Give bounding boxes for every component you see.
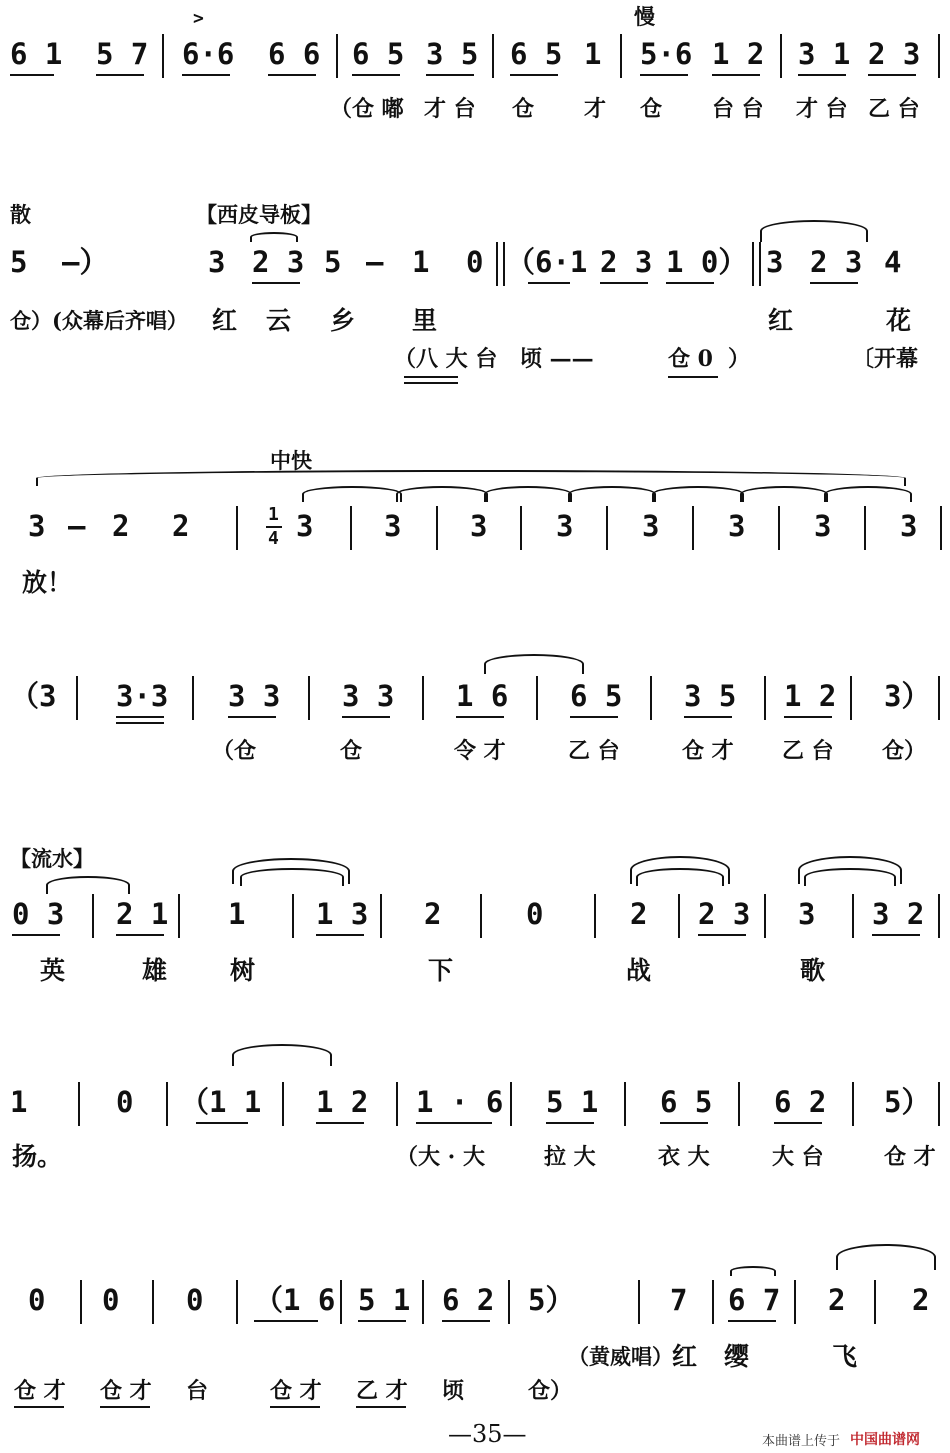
score-line-6 [0, 1040, 950, 1180]
note-group: 5 1 [358, 1283, 411, 1317]
underline [116, 934, 164, 936]
bar-line [282, 1082, 284, 1126]
bar-line [396, 1082, 398, 1126]
bar-line [178, 894, 180, 938]
bar-line [292, 894, 294, 938]
underline [404, 376, 458, 378]
singer-cue: （黄威唱） [568, 1344, 673, 1369]
bar-line [92, 894, 94, 938]
note-group: 3 [208, 245, 226, 279]
underline [182, 74, 230, 76]
note-group: 1 3 [316, 897, 369, 931]
slur [636, 868, 724, 886]
time-signature-top: 1 [268, 504, 279, 525]
lyric-char: 歌 [800, 956, 826, 985]
lyric-char: 缨 [724, 1342, 750, 1371]
note-group: 3 5 [684, 679, 737, 713]
percussion-syllable: （仓 嘟 [330, 96, 404, 122]
underline [254, 1320, 318, 1322]
underline [666, 282, 714, 284]
bar-line [606, 506, 608, 550]
slur [804, 868, 896, 886]
percussion-syllable: 仓 [640, 96, 663, 122]
note-group: 5·6 [640, 37, 693, 71]
note-group: 3 [556, 509, 574, 543]
note-group: 3·3 [116, 679, 169, 713]
percussion-syllable: 仓 才 [14, 1378, 66, 1404]
bar-line [492, 34, 494, 78]
bar-line [940, 506, 942, 550]
underline [426, 74, 474, 76]
slur [836, 1244, 936, 1270]
percussion-syllable: 顷 —— [520, 346, 594, 372]
slur [760, 220, 868, 242]
underline [342, 716, 390, 718]
note-group: 6 2 [442, 1283, 495, 1317]
bar-line [712, 1280, 714, 1324]
site-logo: 中国曲谱网 [850, 1432, 920, 1448]
note-group: 7 [670, 1283, 688, 1317]
bar-line [938, 894, 940, 938]
note-group: 5 [324, 245, 342, 279]
slur [36, 470, 906, 486]
underline [316, 1122, 364, 1124]
percussion-syllable: 大 台 [772, 1144, 824, 1170]
bar-line [80, 1280, 82, 1324]
note-group: 1 2 [316, 1085, 369, 1119]
note-group: 2 3 [698, 897, 751, 931]
underline [784, 716, 832, 718]
percussion-syllable: 乙 台 [782, 738, 834, 764]
bar-line [780, 34, 782, 78]
note-group: 3 [470, 509, 488, 543]
percussion-syllable: （仓 [212, 738, 257, 764]
slur [396, 486, 488, 502]
percussion-syllable: 拉 大 [544, 1144, 596, 1170]
note-group: 3 [28, 509, 46, 543]
bar-line [536, 676, 538, 720]
underline [570, 716, 618, 718]
underline [196, 1122, 248, 1124]
lyric-char: 飞 [832, 1342, 858, 1371]
bar-line [78, 1082, 80, 1126]
score-line-4 [0, 650, 950, 780]
underline [442, 1320, 490, 1322]
percussion-syllable: 衣 大 [658, 1144, 710, 1170]
note-group: 5） [884, 1085, 931, 1119]
bar-line [874, 1280, 876, 1324]
note-group: （1 1 [180, 1085, 262, 1119]
lyric-char: 乡 [330, 306, 356, 335]
underline [268, 74, 316, 76]
page-number: —35— [448, 1420, 527, 1448]
note-group: 0 3 [12, 897, 65, 931]
percussion-syllable: 仓 [512, 96, 535, 122]
score-line-1 [0, 0, 950, 140]
note-group: 0 [116, 1085, 134, 1119]
note-group: （1 6 [254, 1283, 336, 1317]
note-group: 1 · 6 [416, 1085, 504, 1119]
bar-line [380, 894, 382, 938]
note-group: 3） [884, 679, 931, 713]
underline [416, 1122, 492, 1124]
bar-line [938, 676, 940, 720]
percussion-syllable: 顷 [442, 1378, 465, 1404]
bar-line [192, 676, 194, 720]
underline [712, 74, 760, 76]
note-group: 2 1 [116, 897, 169, 931]
note-group: 3 5 [426, 37, 479, 71]
bar-line [340, 1280, 342, 1324]
lyric-char: 战 [626, 956, 652, 985]
lyric-char: 放！ [22, 568, 73, 597]
bar-line [308, 676, 310, 720]
note-group: 6·6 [182, 37, 235, 71]
note-group: 3 [766, 245, 784, 279]
underline [10, 74, 54, 76]
underline [12, 934, 60, 936]
bar-line [852, 894, 854, 938]
bar-line [850, 676, 852, 720]
note-group: 3 [384, 509, 402, 543]
underline [810, 282, 858, 284]
underline [270, 1406, 320, 1408]
underline [352, 74, 400, 76]
underline [698, 934, 746, 936]
bar-line [638, 1280, 640, 1324]
note-group: 6 5 [660, 1085, 713, 1119]
time-signature-bottom: 4 [268, 528, 279, 549]
note-group: — [366, 245, 384, 279]
bar-line [764, 894, 766, 938]
bar-line [520, 506, 522, 550]
note-group: 3 3 [342, 679, 395, 713]
percussion-syllable: 仓） [882, 738, 927, 764]
bar-line [764, 676, 766, 720]
underline [684, 716, 732, 718]
bar-line [738, 1082, 740, 1126]
note-group: 2 [112, 509, 130, 543]
note-group: 1 0） [666, 245, 748, 279]
underline [316, 934, 364, 936]
note-group: 6 5 [352, 37, 405, 71]
slur [302, 486, 402, 502]
bar-line [422, 676, 424, 720]
underline [798, 74, 846, 76]
bar-line [852, 1082, 854, 1126]
percussion-syllable: 乙 台 [868, 96, 920, 122]
singer-cue: 仓）(众幕后齐唱） [10, 308, 188, 333]
note-group: 0 [102, 1283, 120, 1317]
slur [652, 486, 744, 502]
lyric-char: 红 [768, 306, 794, 335]
stage-direction: 〔开幕 [852, 346, 919, 372]
underline [510, 74, 558, 76]
note-group: 6 7 [728, 1283, 781, 1317]
bar-line [692, 506, 694, 550]
note-group: 6 1 [10, 37, 63, 71]
note-group: 5 [10, 245, 28, 279]
underline [728, 1320, 776, 1322]
bar-line [336, 34, 338, 78]
percussion-syllable: 仓 才 [682, 738, 734, 764]
bar-line [480, 894, 482, 938]
note-group: 1 [412, 245, 430, 279]
note-group: 0 [526, 897, 544, 931]
note-group: 2 [424, 897, 442, 931]
underline [868, 74, 916, 76]
lyric-char: 下 [428, 956, 454, 985]
percussion-syllable: 仓 [340, 738, 363, 764]
note-group: 2 [912, 1283, 930, 1317]
underline [640, 74, 688, 76]
underline [668, 376, 718, 378]
note-group: 6 6 [268, 37, 321, 71]
bar-line [794, 1280, 796, 1324]
note-group: 3 [798, 897, 816, 931]
bar-line [436, 506, 438, 550]
section-label: 【流水】 [10, 846, 94, 871]
underline [100, 1406, 150, 1408]
bar-line [508, 1280, 510, 1324]
note-group: 5 1 [546, 1085, 599, 1119]
percussion-syllable: 才 [584, 96, 607, 122]
bar-line [620, 34, 622, 78]
lyric-char: 云 [266, 306, 292, 335]
percussion-syllable: ） [728, 346, 751, 372]
percussion-syllable: 才 台 [796, 96, 848, 122]
percussion-syllable: 才 台 [424, 96, 476, 122]
note-group: （3 [10, 679, 57, 713]
lyric-char: 树 [230, 956, 256, 985]
lyric-char: 雄 [142, 956, 168, 985]
bar-line [76, 676, 78, 720]
bar-line [162, 34, 164, 78]
note-group: 3 3 [228, 679, 281, 713]
note-group: 3 [296, 509, 314, 543]
bar-line [350, 506, 352, 550]
percussion-syllable: （大 · 大 [396, 1144, 485, 1170]
slur [740, 486, 828, 502]
note-group: 2 [828, 1283, 846, 1317]
underline [456, 716, 504, 718]
slur [46, 876, 130, 894]
note-group: 3 [728, 509, 746, 543]
underline [600, 282, 648, 284]
score-line-2 [0, 190, 950, 400]
bar-line [496, 242, 505, 286]
note-group: 6 5 [510, 37, 563, 71]
note-group: 1 2 [712, 37, 765, 71]
slur [232, 1044, 332, 1066]
percussion-syllable: 台 台 [712, 96, 764, 122]
underline [116, 722, 164, 724]
note-group: 5 7 [96, 37, 149, 71]
bar-line [166, 1082, 168, 1126]
note-group: 1 [584, 37, 602, 71]
score-line-7 [0, 1230, 950, 1410]
underline [660, 1122, 708, 1124]
note-group: 3 [814, 509, 832, 543]
slur [250, 232, 298, 242]
slur [484, 654, 584, 674]
note-group: 1 6 [456, 679, 509, 713]
note-group: 5） [528, 1283, 575, 1317]
bar-line [678, 894, 680, 938]
lyric-char: 红 [672, 1342, 698, 1371]
percussion-syllable: 乙 才 [356, 1378, 408, 1404]
underline [774, 1122, 822, 1124]
note-group: 1 [228, 897, 246, 931]
bar-line [938, 34, 940, 78]
note-group: 3 [900, 509, 918, 543]
note-group: 2 3 [252, 245, 305, 279]
underline [228, 716, 276, 718]
underline [96, 74, 144, 76]
percussion-syllable: 台 [186, 1378, 209, 1404]
lyric-char: 红 [212, 306, 238, 335]
note-group: 1 [10, 1085, 28, 1119]
note-group: 6 5 [570, 679, 623, 713]
underline [528, 282, 570, 284]
underline [404, 382, 458, 384]
note-group: 1 2 [784, 679, 837, 713]
accent-mark: > [193, 8, 204, 29]
score-line-5 [0, 840, 950, 990]
underline [872, 934, 920, 936]
percussion-syllable: 仓 才 [100, 1378, 152, 1404]
lyric-char: 花 [886, 306, 912, 335]
lyric-char: 扬。 [12, 1142, 63, 1171]
note-group: 4 [884, 245, 902, 279]
tempo-marking: 慢 [634, 4, 655, 29]
bar-line [594, 894, 596, 938]
note-group: 2 [172, 509, 190, 543]
percussion-syllable: 乙 台 [568, 738, 620, 764]
percussion-syllable: 仓 才 [270, 1378, 322, 1404]
percussion-syllable: 仓 0 [668, 346, 713, 372]
underline [358, 1320, 406, 1322]
score-line-3 [0, 440, 950, 600]
underline [14, 1406, 64, 1408]
tempo-marking: 中快 [270, 448, 312, 473]
slur [568, 486, 656, 502]
bar-line [938, 1082, 940, 1126]
note-group: 2 3 [810, 245, 863, 279]
percussion-syllable: （八 大 台 [394, 346, 498, 372]
note-group: 6 2 [774, 1085, 827, 1119]
note-group: 2 [630, 897, 648, 931]
bar-line [650, 676, 652, 720]
bar-line [510, 1082, 512, 1126]
bar-line [422, 1280, 424, 1324]
note-group: — [68, 509, 86, 543]
percussion-syllable: 仓 才 [884, 1144, 936, 1170]
lyric-char: 英 [40, 956, 66, 985]
note-group: 3 1 [798, 37, 851, 71]
bar-line [236, 1280, 238, 1324]
upload-credit: 本曲谱上传于 [762, 1434, 841, 1449]
slur [824, 486, 912, 502]
bar-line [624, 1082, 626, 1126]
lyric-char: 里 [412, 306, 438, 335]
underline [546, 1122, 594, 1124]
percussion-syllable: 令 才 [454, 738, 506, 764]
note-group: 2 3 [600, 245, 653, 279]
slur [240, 868, 344, 886]
slur [484, 486, 572, 502]
underline [252, 282, 300, 284]
note-group: 3 [642, 509, 660, 543]
underline [356, 1406, 406, 1408]
underline [116, 716, 164, 718]
bar-line [864, 506, 866, 550]
note-group: 0 [466, 245, 484, 279]
bar-line [778, 506, 780, 550]
note-group: 2 3 [868, 37, 921, 71]
note-group: 0 [28, 1283, 46, 1317]
note-group: —） [62, 245, 109, 279]
section-label: 【西皮导板】 [196, 202, 322, 227]
bar-line [152, 1280, 154, 1324]
bar-line [236, 506, 238, 550]
slur [730, 1266, 776, 1276]
bar-line [752, 242, 761, 286]
percussion-syllable: 仓） [528, 1378, 573, 1404]
tempo-marking: 散 [10, 202, 31, 227]
note-group: 3 2 [872, 897, 925, 931]
note-group: 0 [186, 1283, 204, 1317]
note-group: （6·1 [506, 245, 588, 279]
